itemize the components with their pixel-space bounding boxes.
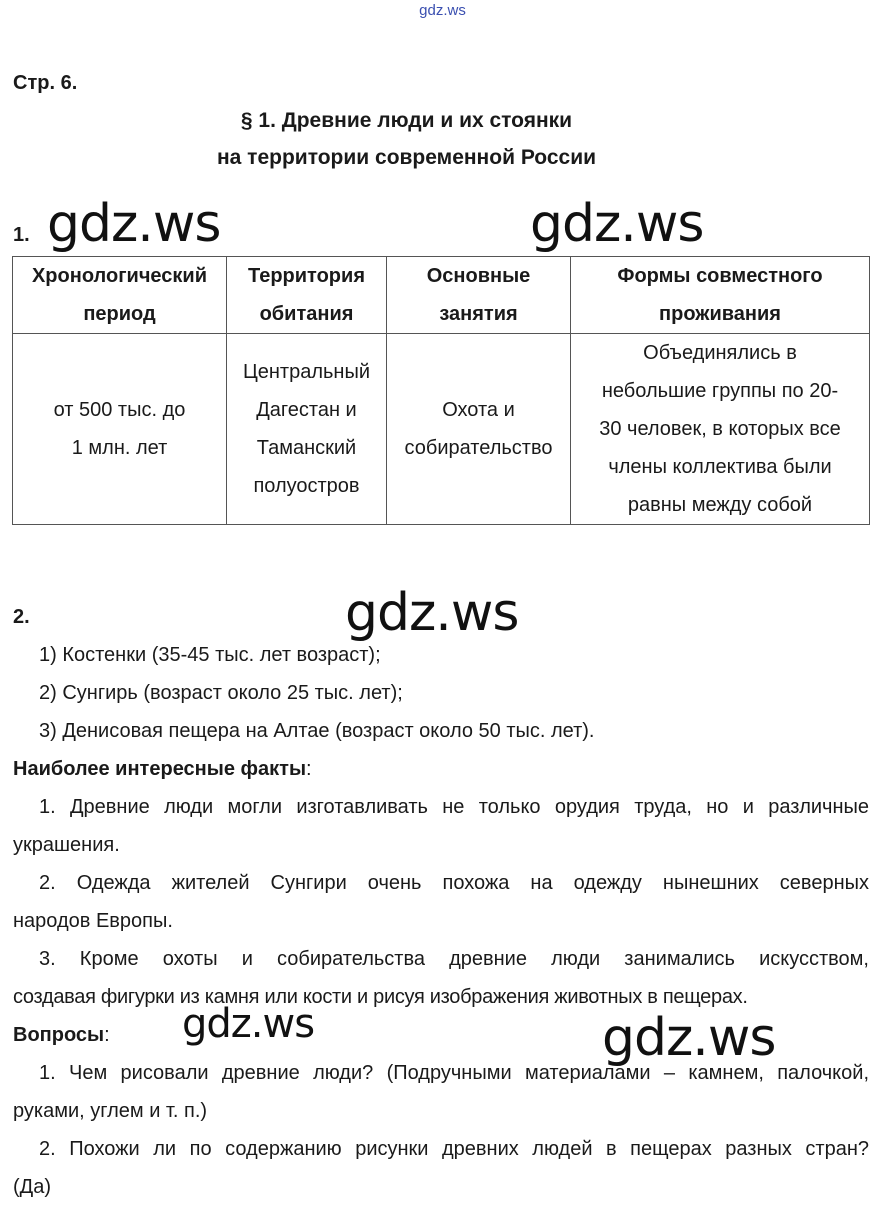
facts-heading: Наиболее интересные факты: [13,758,312,780]
fact-item-continued: украшения. [13,834,120,856]
watermark: gdz.ws [47,194,221,254]
questions-heading: Вопросы: [13,1024,110,1046]
ancient-people-table [12,256,870,525]
watermark: gdz.ws [345,583,519,643]
table-header-cell: Хронологический период [13,257,227,334]
watermark: gdz.ws [530,194,704,254]
question-item: 2. Похожи ли по содержанию рисунки древних людей в пещерах разных стран? [39,1138,869,1160]
table-header-row [13,257,870,334]
fact-item: 3. Кроме охоты и собирательства древние люди занимались искусством, [39,948,869,970]
task-2-number: 2. [13,606,30,628]
site-item: 3) Денисовая пещера на Алтае (возраст около 50 тыс. лет). [39,720,595,742]
table-cell: Охота и собирательство [387,334,571,525]
watermark: gdz.ws [182,1001,315,1047]
fact-item-continued: создавая фигурки из камня или кости и рисуя изображения животных в пещерах. [13,986,748,1008]
top-watermark: gdz.ws [419,2,466,19]
site-item: 1) Костенки (35-45 тыс. лет возраст); [39,644,381,666]
table-cell: от 500 тыс. до 1 млн. лет [13,334,227,525]
question-item: 1. Чем рисовали древние люди? (Подручными материалами – камнем, палочкой, [39,1062,869,1084]
site-item: 2) Сунгирь (возраст около 25 тыс. лет); [39,682,403,704]
fact-item-continued: народов Европы. [13,910,173,932]
page-reference: Стр. 6. [13,72,78,94]
task-1-number: 1. [13,224,30,246]
fact-item: 1. Древние люди могли изготавливать не только орудия труда, но и различные [39,796,869,818]
section-title-line-1: § 1. Древние люди и их стоянки [240,109,573,132]
question-item-continued: руками, углем и т. п.) [13,1100,208,1122]
table-header-cell: Основные занятия [387,257,571,334]
table-header-cell: Территория обитания [227,257,387,334]
table-header-cell: Формы совместного проживания [571,257,870,334]
table-cell: Объединялись в небольшие группы по 20- 30 человек, в которых все члены коллектива были равны между собой [571,334,870,525]
table-cell: Центральный Дагестан и Таманский полуостров [227,334,387,525]
section-title-line-2: на территории современной России [216,146,597,169]
watermark: gdz.ws [602,1008,776,1068]
fact-item: 2. Одежда жителей Сунгири очень похожа на одежду нынешних северных [39,872,869,894]
table-row [13,334,870,525]
question-item-continued: (Да) [13,1176,51,1198]
